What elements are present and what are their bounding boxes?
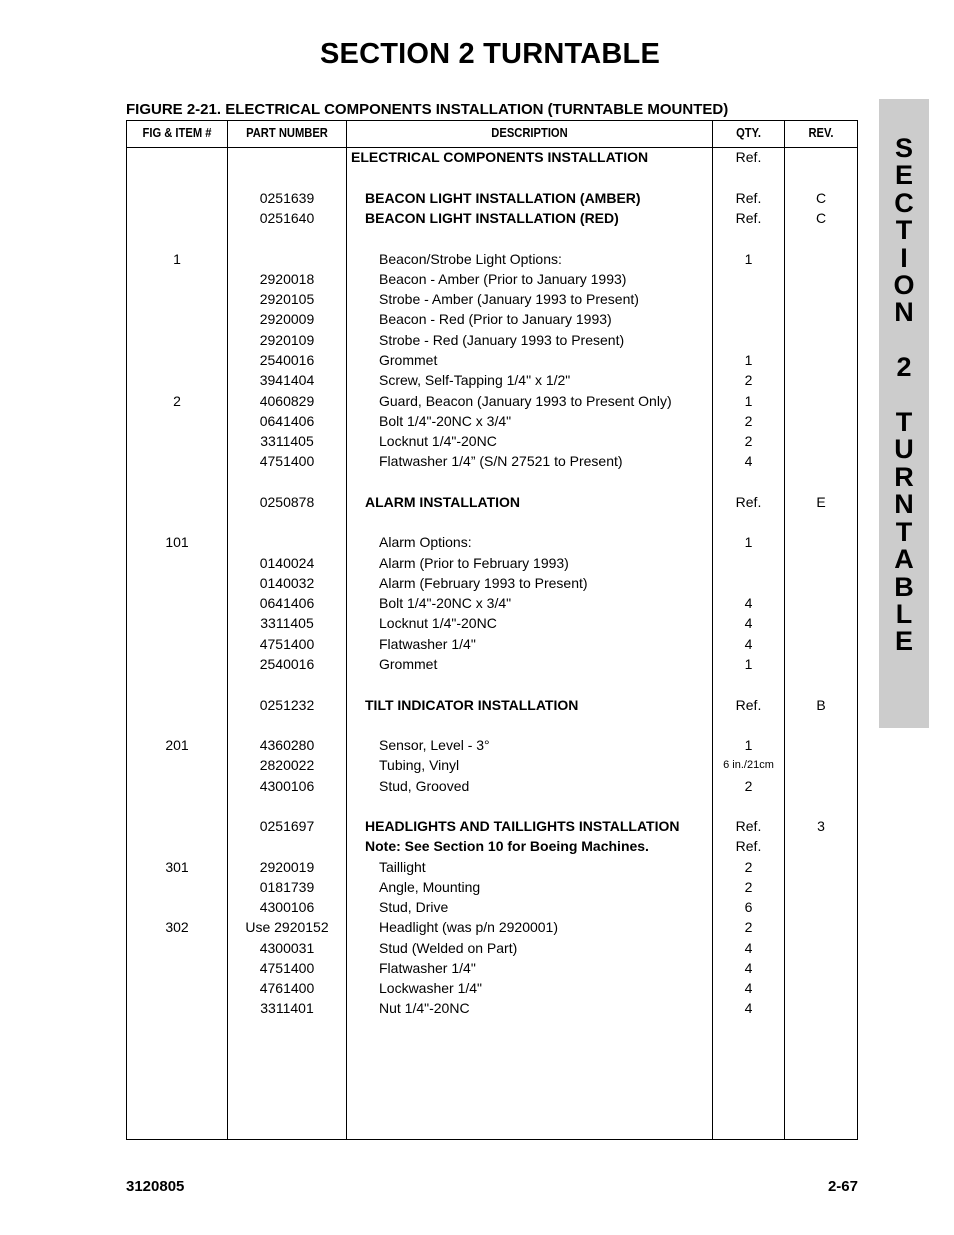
table-row: [127, 776, 857, 796]
rev-cell: E: [816, 494, 826, 510]
description-cell: Bolt 1/4"-20NC x 3/4": [379, 595, 512, 611]
section-title: SECTION 2 TURNTABLE: [320, 38, 660, 70]
part-number-cell: 4300106: [259, 778, 315, 794]
description-cell: Beacon - Red (Prior to January 1993): [379, 311, 612, 327]
part-number-cell: 0250878: [259, 494, 315, 510]
part-number-cell: 0181739: [259, 879, 315, 895]
description-cell: Tubing, Vinyl: [379, 757, 460, 773]
qty-cell: Ref.: [735, 838, 762, 854]
part-number-cell: 4300031: [259, 940, 315, 956]
description-cell: Angle, Mounting: [379, 879, 481, 895]
qty-cell: Ref.: [735, 190, 762, 206]
table-row: [127, 755, 857, 775]
table-row: [127, 816, 857, 836]
part-number-cell: 0251697: [259, 818, 315, 834]
header-part-number: PART NUMBER: [246, 125, 328, 140]
qty-cell: 6 in./21cm: [723, 759, 774, 771]
description-cell: Strobe - Red (January 1993 to Present): [379, 332, 625, 348]
description-cell: BEACON LIGHT INSTALLATION (AMBER): [365, 190, 641, 206]
part-number-cell: 2820022: [259, 757, 315, 773]
table-row: [127, 978, 857, 998]
description-cell: Headlight (was p/n 2920001): [379, 919, 559, 935]
description-cell: Flatwasher 1/4": [379, 636, 476, 652]
description-cell: Grommet: [379, 352, 438, 368]
description-cell: Alarm Options:: [379, 534, 472, 550]
description-cell: Stud, Drive: [379, 899, 449, 915]
description-cell: Screw, Self-Tapping 1/4" x 1/2": [379, 372, 571, 388]
table-row: [127, 431, 857, 451]
table-row: [127, 654, 857, 674]
description-cell: Lockwasher 1/4": [379, 980, 483, 996]
part-number-cell: 2920018: [259, 271, 315, 287]
part-number-cell: 4751400: [259, 453, 315, 469]
part-number-cell: 0251639: [259, 190, 315, 206]
table-row: [127, 391, 857, 411]
table-row: [127, 593, 857, 613]
qty-cell: 4: [744, 615, 753, 631]
part-number-cell: 0641406: [259, 595, 315, 611]
qty-cell: 1: [744, 393, 753, 409]
qty-cell: 4: [744, 453, 753, 469]
fig-item-cell: 1: [173, 251, 181, 267]
qty-cell: Ref.: [735, 494, 762, 510]
qty-cell: Ref.: [735, 149, 762, 165]
qty-cell: 4: [744, 960, 753, 976]
fig-item-cell: 101: [165, 534, 189, 550]
table-row: [127, 877, 857, 897]
description-cell: Taillight: [379, 859, 426, 875]
part-number-cell: 2920019: [259, 859, 315, 875]
part-number-cell: 4060829: [259, 393, 315, 409]
description-cell: ELECTRICAL COMPONENTS INSTALLATION: [351, 149, 649, 165]
qty-cell: Ref.: [735, 210, 762, 226]
description-cell: TILT INDICATOR INSTALLATION: [365, 697, 579, 713]
table-row: [127, 370, 857, 390]
table-row: [127, 188, 857, 208]
document-number: 3120805: [126, 1178, 185, 1195]
table-row: [127, 613, 857, 633]
qty-cell: 4: [744, 980, 753, 996]
description-cell: Nut 1/4"-20NC: [379, 1000, 470, 1016]
page-number: 2-67: [827, 1178, 858, 1195]
description-cell: Beacon - Amber (Prior to January 1993): [379, 271, 627, 287]
qty-cell: 1: [744, 251, 753, 267]
description-cell: Alarm (Prior to February 1993): [379, 555, 569, 571]
description-cell: Beacon/Strobe Light Options:: [379, 251, 562, 267]
fig-item-cell: 2: [173, 393, 181, 409]
fig-item-cell: 302: [165, 919, 189, 935]
table-row: [127, 958, 857, 978]
qty-cell: 2: [744, 413, 753, 429]
part-number-cell: 0140024: [259, 555, 315, 571]
side-tab-text: S E C T I O N 2 T U R N T A B L E: [893, 133, 915, 657]
part-number-cell: 0251232: [259, 697, 315, 713]
parts-table: [126, 120, 858, 1140]
description-cell: Guard, Beacon (January 1993 to Present Only): [379, 393, 672, 409]
header-fig-item: FIG & ITEM #: [142, 125, 212, 140]
table-row: [127, 897, 857, 917]
qty-cell: 2: [744, 778, 753, 794]
description-cell: Flatwasher 1/4” (S/N 27521 to Present): [379, 453, 623, 469]
description-cell: Locknut 1/4"-20NC: [379, 615, 497, 631]
part-number-cell: 2920109: [259, 332, 315, 348]
table-row: [127, 634, 857, 654]
description-cell: Sensor, Level - 3°: [379, 737, 490, 753]
part-number-cell: Use 2920152: [245, 919, 329, 935]
qty-cell: Ref.: [735, 697, 762, 713]
qty-cell: 1: [744, 656, 753, 672]
description-cell: Stud (Welded on Part): [379, 940, 518, 956]
rev-cell: 3: [817, 818, 825, 834]
description-cell: Flatwasher 1/4": [379, 960, 476, 976]
table-row: [127, 208, 857, 228]
part-number-cell: 4360280: [259, 737, 315, 753]
table-row: [127, 269, 857, 289]
part-number-cell: 2920009: [259, 311, 315, 327]
description-cell: Stud, Grooved: [379, 778, 470, 794]
part-number-cell: 4751400: [259, 960, 315, 976]
table-row: [127, 836, 857, 856]
qty-cell: 4: [744, 940, 753, 956]
qty-cell: 2: [744, 919, 753, 935]
part-number-cell: 0641406: [259, 413, 315, 429]
table-row: [127, 289, 857, 309]
qty-cell: 1: [744, 534, 753, 550]
part-number-cell: 3311405: [260, 433, 314, 449]
rev-cell: B: [816, 697, 826, 713]
description-cell: Grommet: [379, 656, 438, 672]
part-number-cell: 3311405: [260, 615, 314, 631]
table-row: [127, 695, 857, 715]
table-row: [127, 249, 857, 269]
part-number-cell: 0251640: [259, 210, 315, 226]
part-number-cell: 4751400: [259, 636, 315, 652]
header-rev: REV.: [808, 125, 834, 140]
qty-cell: 1: [744, 737, 753, 753]
table-row: [127, 938, 857, 958]
rev-cell: C: [815, 190, 827, 206]
header-description: DESCRIPTION: [491, 125, 568, 140]
section-side-tab: [879, 99, 929, 728]
qty-cell: 2: [744, 433, 753, 449]
qty-cell: 1: [744, 352, 753, 368]
description-cell: Bolt 1/4"-20NC x 3/4": [379, 413, 512, 429]
table-row: [127, 451, 857, 471]
qty-cell: 2: [744, 879, 753, 895]
table-row: [127, 492, 857, 512]
description-cell: Strobe - Amber (January 1993 to Present): [379, 291, 639, 307]
table-row: [127, 330, 857, 350]
description-cell: ALARM INSTALLATION: [365, 494, 521, 510]
qty-cell: 4: [744, 1000, 753, 1016]
table-row: [127, 532, 857, 552]
table-row: [127, 553, 857, 573]
table-row: [127, 411, 857, 431]
table-row: [127, 917, 857, 937]
part-number-cell: 4300106: [259, 899, 315, 915]
header-qty: QTY.: [736, 125, 761, 140]
fig-item-cell: 201: [165, 737, 189, 753]
table-row: [127, 147, 857, 167]
part-number-cell: 0140032: [259, 575, 315, 591]
description-cell: HEADLIGHTS AND TAILLIGHTS INSTALLATION: [365, 818, 680, 834]
part-number-cell: 4761400: [259, 980, 315, 996]
description-cell: Locknut 1/4"-20NC: [379, 433, 497, 449]
qty-cell: 4: [744, 595, 753, 611]
part-number-cell: 3311401: [260, 1000, 314, 1016]
qty-cell: 6: [744, 899, 753, 915]
table-row: [127, 350, 857, 370]
description-cell: Note: See Section 10 for Boeing Machines.: [365, 838, 649, 854]
part-number-cell: 3941404: [259, 372, 315, 388]
part-number-cell: 2540016: [259, 656, 315, 672]
qty-cell: 2: [744, 859, 753, 875]
figure-title: FIGURE 2-21. ELECTRICAL COMPONENTS INSTALLATION (TURNTABLE MOUNTED): [126, 101, 729, 118]
table-row: [127, 573, 857, 593]
qty-cell: 2: [744, 372, 753, 388]
qty-cell: Ref.: [735, 818, 762, 834]
table-row: [127, 857, 857, 877]
part-number-cell: 2920105: [259, 291, 315, 307]
table-row: [127, 735, 857, 755]
part-number-cell: 2540016: [259, 352, 315, 368]
table-row: [127, 309, 857, 329]
description-cell: Alarm (February 1993 to Present): [379, 575, 588, 591]
description-cell: BEACON LIGHT INSTALLATION (RED): [365, 210, 619, 226]
table-row: [127, 998, 857, 1018]
fig-item-cell: 301: [165, 859, 189, 875]
rev-cell: C: [815, 210, 827, 226]
qty-cell: 4: [744, 636, 753, 652]
